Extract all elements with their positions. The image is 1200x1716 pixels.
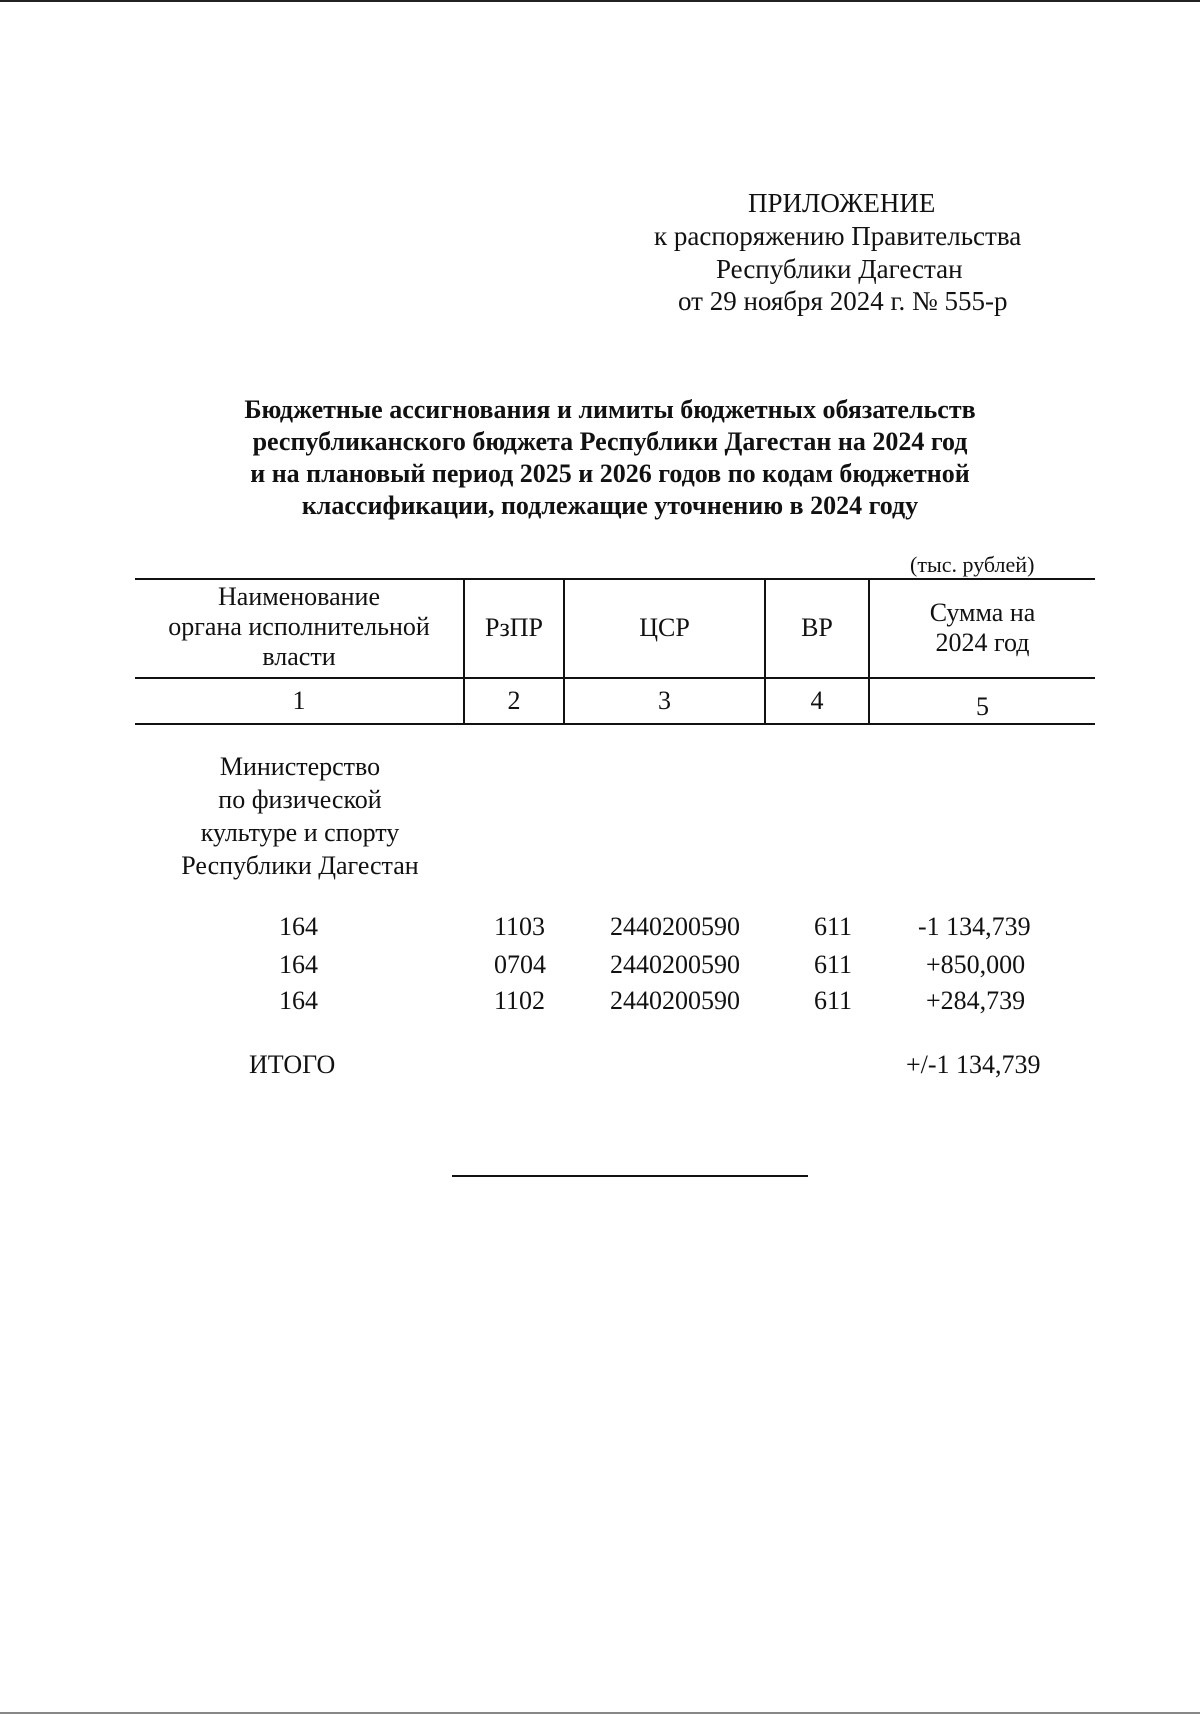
table-header-rule [135, 677, 1095, 679]
column-number-5: 5 [976, 692, 989, 721]
header-csr: ЦСР [639, 613, 690, 642]
table-row [0, 986, 1200, 1022]
document-title-line-2: республиканского бюджета Республики Дагестан на 2024 год [252, 427, 968, 456]
column-number-4: 4 [810, 686, 824, 715]
header-name [135, 582, 463, 672]
row-code: 164 [279, 912, 318, 941]
units-label: (тыс. рублей) [910, 552, 1035, 577]
row-vr: 611 [814, 950, 853, 979]
header-sum [870, 598, 1095, 658]
header-name-line-2: органа исполнительной [168, 612, 430, 641]
table-top-rule [135, 578, 1095, 580]
column-number-3: 3 [658, 686, 671, 715]
table-number-rule [135, 723, 1095, 725]
row-vr: 611 [814, 912, 853, 941]
row-code: 164 [279, 986, 318, 1015]
column-number-2: 2 [507, 686, 521, 715]
header-sum-line-1: Сумма на [929, 598, 1036, 627]
appendix-line-1: к распоряжению Правительства [654, 221, 1022, 251]
row-csr: 2440200590 [610, 950, 740, 979]
header-name-line-1: Наименование [218, 582, 380, 611]
total-value: +/-1 134,739 [906, 1050, 1041, 1079]
appendix-title: ПРИЛОЖЕНИЕ [748, 188, 936, 218]
page-edge-top [0, 0, 1200, 2]
document-title-line-4: классификации, подлежащие уточнению в 2024 году [301, 491, 919, 520]
appendix-line-3: от 29 ноября 2024 г. № 555-р [678, 286, 1008, 316]
table-row [0, 950, 1200, 986]
header-rzpr: РзПР [485, 613, 543, 642]
document-title-line-1: Бюджетные ассигнования и лимиты бюджетных обязательств [244, 395, 976, 424]
organization-name-line-4: Республики Дагестан [181, 851, 419, 880]
row-vr: 611 [814, 986, 853, 1015]
header-name-line-3: власти [262, 642, 336, 671]
row-rzpr: 1103 [494, 912, 546, 941]
total-label: ИТОГО [249, 1050, 336, 1079]
row-rzpr: 0704 [494, 950, 546, 979]
row-code: 164 [279, 950, 318, 979]
row-sum: +850,000 [926, 950, 1026, 979]
organization-name-line-1: Министерство [219, 752, 381, 781]
column-number-1: 1 [292, 686, 306, 715]
page-edge-bottom [0, 1712, 1200, 1714]
organization-name-line-2: по физической [218, 785, 382, 814]
appendix-line-2: Республики Дагестан [716, 254, 963, 284]
table-row [0, 912, 1200, 948]
document-title-line-3: и на плановый период 2025 и 2026 годов по кодам бюджетной [250, 459, 970, 488]
row-sum: +284,739 [926, 986, 1026, 1015]
document-title [130, 394, 1090, 522]
header-vr: ВР [801, 613, 833, 642]
row-csr: 2440200590 [610, 986, 740, 1015]
row-csr: 2440200590 [610, 912, 740, 941]
organization-name-line-3: культуре и спорту [200, 818, 400, 847]
header-sum-line-2: 2024 год [935, 628, 1030, 657]
end-of-document-line [452, 1175, 808, 1177]
row-sum: -1 134,739 [918, 912, 1031, 941]
organization-name [135, 750, 465, 882]
row-rzpr: 1102 [494, 986, 546, 1015]
